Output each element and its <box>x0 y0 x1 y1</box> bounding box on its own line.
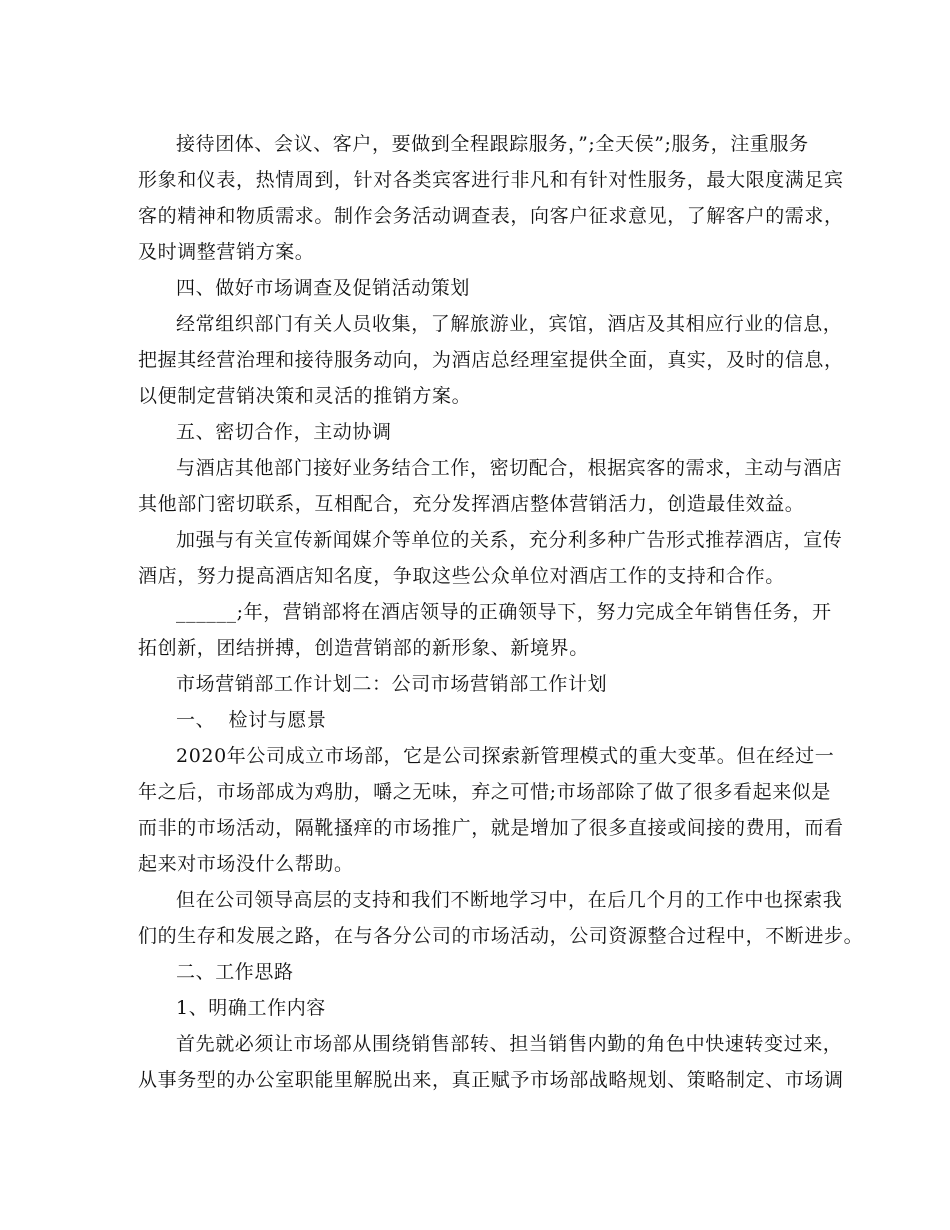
section-heading: 四、做好市场调查及促销活动策划 <box>176 277 471 299</box>
section-heading: 五、密切合作，主动协调 <box>176 421 392 443</box>
section-heading: 二、工作思路 <box>176 961 294 983</box>
section-heading: 市场营销部工作计划二：公司市场营销部工作计划 <box>176 673 608 695</box>
section-heading: 1、明确工作内容 <box>176 997 326 1019</box>
text-line: 起来对市场没什么帮助。 <box>138 853 354 875</box>
text-line: 首先就必须让市场部从围绕销售部转、担当销售内勤的角色中快速转变过来， <box>176 1033 843 1055</box>
text-line: 加强与有关宣传新闻媒介等单位的关系，充分利多种广告形式推荐酒店，宣传 <box>176 529 843 551</box>
text-line: 以便制定营销决策和灵活的推销方案。 <box>138 385 472 407</box>
text-line: 年之后，市场部成为鸡肋，嚼之无味，弃之可惜;市场部除了做了很多看起来似是 <box>138 781 832 803</box>
text-line: 而非的市场活动，隔靴搔痒的市场推广，就是增加了很多直接或间接的费用，而看 <box>138 817 844 839</box>
text-line: 酒店，努力提高酒店知名度，争取这些公众单位对酒店工作的支持和合作。 <box>138 565 785 587</box>
text-line: 客的精神和物质需求。制作会务活动调查表，向客户征求意见，了解客户的需求， <box>138 205 844 227</box>
text-line: 2020年公司成立市场部，它是公司探索新管理模式的重大变革。但在经过一 <box>176 745 835 767</box>
text-line: 们的生存和发展之路，在与各分公司的市场活动，公司资源整合过程中，不断进步。 <box>138 925 864 947</box>
text-line: ______;年，营销部将在酒店领导的正确领导下，努力完成全年销售任务，开 <box>176 601 832 623</box>
text-line: 与酒店其他部门接好业务结合工作，密切配合，根据宾客的需求，主动与酒店 <box>176 457 843 479</box>
text-line: 形象和仪表，热情周到，针对各类宾客进行非凡和有针对性服务，最大限度满足宾 <box>138 169 844 191</box>
text-line: 接待团体、会议、客户，要做到全程跟踪服务，”;全天侯”;服务，注重服务 <box>176 133 809 155</box>
text-line: 及时调整营销方案。 <box>138 241 315 263</box>
text-line: 从事务型的办公室职能里解脱出来，真正赋予市场部战略规划、策略制定、市场调 <box>138 1069 844 1091</box>
section-heading: 一、 检讨与愿景 <box>176 709 327 731</box>
text-line: 经常组织部门有关人员收集，了解旅游业，宾馆，酒店及其相应行业的信息， <box>176 313 843 335</box>
text-line: 拓创新，团结拼搏，创造营销部的新形象、新境界。 <box>138 637 589 659</box>
text-line: 但在公司领导高层的支持和我们不断地学习中，在后几个月的工作中也探索我 <box>176 889 843 911</box>
text-line: 其他部门密切联系，互相配合，充分发挥酒店整体营销活力，创造最佳效益。 <box>138 493 805 515</box>
text-line: 把握其经营治理和接待服务动向，为酒店总经理室提供全面，真实，及时的信息， <box>138 349 844 371</box>
